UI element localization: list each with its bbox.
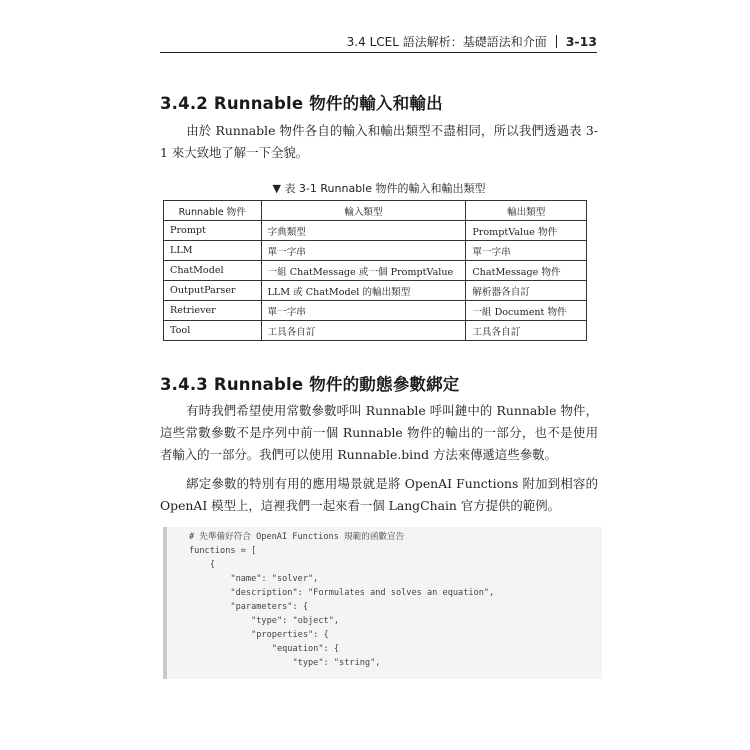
table-header-row	[164, 201, 587, 221]
cell-input: 單一字串	[261, 241, 466, 261]
section-heading-3-4-2: 3.4.2 Runnable 物件的輸入和輸出	[160, 94, 443, 113]
cell-output: 單一字串	[466, 241, 587, 261]
code-listing	[163, 527, 602, 679]
cell-runnable: OutputParser	[164, 281, 262, 301]
code-line: "properties": {	[189, 630, 329, 640]
cell-output: PromptValue 物件	[466, 221, 587, 241]
column-header-runnable: Runnable 物件	[164, 201, 262, 221]
cell-output: 解析器各自訂	[466, 281, 587, 301]
code-line: "description": "Formulates and solves an equation",	[189, 588, 495, 598]
code-line: "name": "solver",	[189, 574, 319, 584]
cell-runnable: LLM	[164, 241, 262, 261]
cell-output: ChatMessage 物件	[466, 261, 587, 281]
table-row	[164, 301, 587, 321]
section-heading-3-4-3: 3.4.3 Runnable 物件的動態參數綁定	[160, 375, 460, 394]
cell-output: 工具各自訂	[466, 321, 587, 341]
table-row	[164, 221, 587, 241]
cell-input: 單一字串	[261, 301, 466, 321]
header-title: 3.4 LCEL 語法解析：基礎語法和介面	[346, 34, 547, 49]
cell-runnable: Prompt	[164, 221, 262, 241]
bind-explanation-text: 有時我們希望使用常數參數呼叫 Runnable 呼叫鏈中的 Runnable 物件，這些常數參數不是序列中前一個 Runnable 物件的輸出的一部分，也不是使用者輸入的一部分。我們可以使用 Runnable.bind 方法來傳遞這些參數。	[160, 403, 598, 462]
intro-paragraph-text: 由於 Runnable 物件各自的輸入和輸出類型不盡相同，所以我們透過表 3-1 來大致地了解一下全貌。	[160, 123, 598, 160]
running-header	[160, 30, 597, 53]
cell-input: 一組 ChatMessage 或一個 PromptValue	[261, 261, 466, 281]
cell-input: 工具各自訂	[261, 321, 466, 341]
code-line: "type": "string",	[189, 658, 381, 668]
table-caption: ▼ 表 3-1 Runnable 物件的輸入和輸出類型	[272, 182, 486, 195]
code-line: # 先準備好符合 OpenAI Functions 規範的函數宣告	[189, 532, 405, 542]
code-line: "parameters": {	[189, 602, 308, 612]
openai-functions-text: 綁定參數的特別有用的應用場景就是將 OpenAI Functions 附加到相容的 OpenAI 模型上，這裡我們一起來看一個 LangChain 官方提供的範例。	[160, 476, 598, 513]
code-line: "equation": {	[189, 644, 340, 654]
table-row	[164, 321, 587, 341]
column-header-input: 輸入類型	[261, 201, 466, 221]
table-row	[164, 281, 587, 301]
column-header-output: 輸出類型	[466, 201, 587, 221]
table-row	[164, 241, 587, 261]
cell-runnable: Retriever	[164, 301, 262, 321]
intro-paragraph	[160, 120, 598, 164]
header-divider	[556, 35, 557, 48]
runnable-io-table	[163, 200, 587, 341]
bind-explanation-paragraph	[160, 400, 598, 466]
code-line: "type": "object",	[189, 616, 340, 626]
cell-runnable: ChatModel	[164, 261, 262, 281]
cell-output: 一組 Document 物件	[466, 301, 587, 321]
cell-input: LLM 或 ChatModel 的輸出類型	[261, 281, 466, 301]
page-number: 3-13	[565, 33, 597, 49]
table-row	[164, 261, 587, 281]
code-line: {	[189, 560, 215, 570]
code-line: functions = [	[189, 546, 257, 556]
cell-input: 字典類型	[261, 221, 466, 241]
openai-functions-paragraph	[160, 473, 598, 517]
cell-runnable: Tool	[164, 321, 262, 341]
